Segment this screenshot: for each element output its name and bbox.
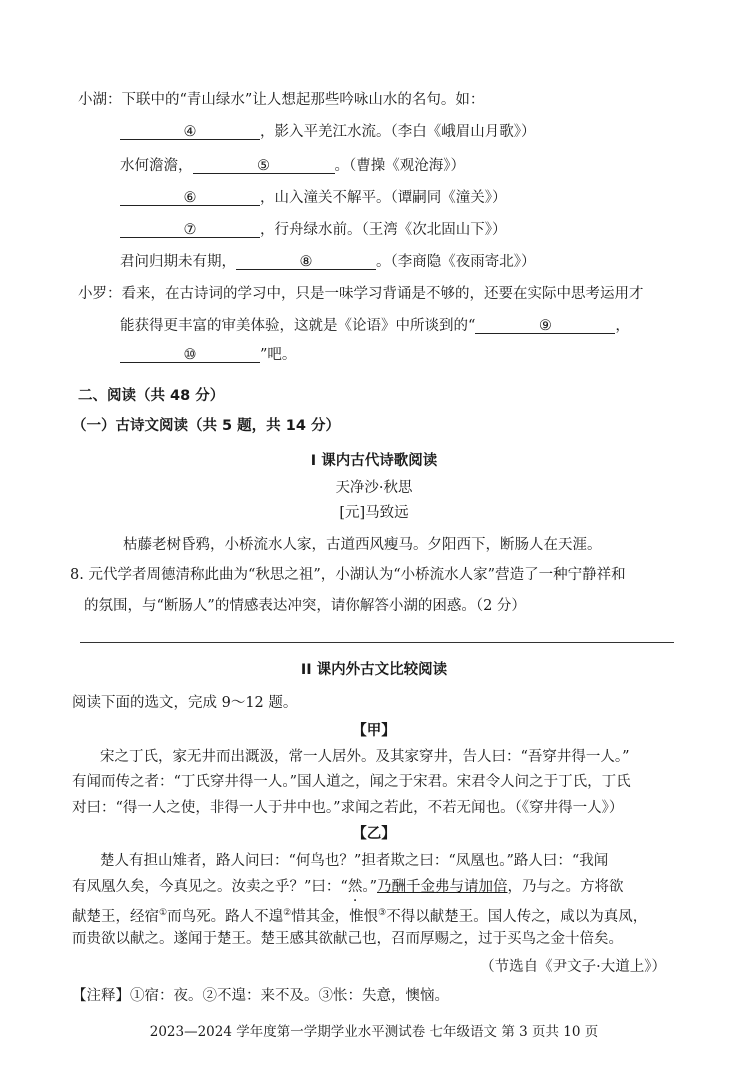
reading-instruction: 阅读下面的选文，完成 9～12 题。 <box>72 695 298 711</box>
xiaohu-paragraph <box>78 90 484 110</box>
xiaohu-text: 下联中的“青山绿水”让人想起那些吟咏山水的名句。如： <box>121 92 485 108</box>
poem-line-4 <box>120 122 536 142</box>
xiaoluo-line1 <box>78 284 644 304</box>
poem-line-7-text: ，行舟绿水前。（王湾《次北固山下》） <box>260 222 507 238</box>
poem-line-4-text: ，影入平羌江水流。（李白《峨眉山月歌》） <box>260 124 536 140</box>
xiaoluo-line3 <box>120 345 296 365</box>
poem-line-6-text: ，山入潼关不解平。（谭嗣同《潼关》） <box>260 190 507 206</box>
xiaoluo-text-1: 看来，在古诗词的学习中，只是一味学习背诵是不够的，还要在实际中思考运用才 <box>121 286 644 302</box>
footnote-ref-2: ② <box>283 908 292 918</box>
xiaoluo-line2 <box>120 316 630 336</box>
passage-yi-label: 【乙】 <box>352 826 396 842</box>
part1-title: I 课内古代诗歌阅读 <box>310 453 438 469</box>
jia-line-1: 宋之丁氏，家无井而出溉汲，常一人居外。及其家穿井，告人曰：“吾穿井得一人。” <box>100 749 630 765</box>
poem-line-5-pre: 水何澹澹， <box>120 158 193 174</box>
xiaoluo-text-2: 能获得更丰富的审美体验，这就是《论语》中所谈到的“ <box>120 318 476 334</box>
speaker-xiaoluo: 小罗： <box>78 286 122 302</box>
section-heading: 二、阅读（共 48 分） <box>78 388 225 404</box>
speaker-xiaohu: 小湖： <box>78 92 122 108</box>
footnote-ref-1: ① <box>159 908 168 918</box>
yi-line-3-c: 惜其金，惟恨 <box>291 908 379 925</box>
yi-line-2-b: 。” <box>362 879 377 895</box>
poem-text: 枯藤老树昏鸦，小桥流水人家，古道西风瘦马。夕阳西下，断肠人在天涯。 <box>123 537 602 553</box>
yi-line-3-b: 而鸟死。路人不遑 <box>167 908 284 925</box>
xiaoluo-comma: ， <box>615 318 630 334</box>
emphasized-word-ran: 然 <box>347 879 363 895</box>
question-8-line1: 8. 元代学者周德清称此曲为“秋思之祖”，小湖认为“小桥流水人家”营造了一种宁静祥和 <box>70 567 626 583</box>
answer-blank-9[interactable]: ⑨ <box>475 316 615 334</box>
yi-line-3-a: 献楚王，经宿 <box>72 908 159 925</box>
answer-blank-7[interactable]: ⑦ <box>120 220 260 238</box>
page-footer: 2023—2024 学年度第一学期学业水平测试卷 七年级语文 第 3 页共 10 页 <box>149 1024 599 1040</box>
question-8-line2 <box>84 596 526 616</box>
yi-line-3-d: 不得以献楚王。国人传之，咸以为真凤， <box>386 908 648 925</box>
passage-source: （节选自《尹文子·大道上》） <box>480 959 666 975</box>
yi-line-2 <box>72 877 624 897</box>
yi-line-2-a: 有凤凰久矣，今真见之。汝卖之乎？”曰：“ <box>72 879 348 895</box>
answer-blank-6[interactable]: ⑥ <box>120 188 260 206</box>
poem-line-5-text: 。（曹操《观沧海》） <box>334 158 465 174</box>
poem-line-5 <box>120 156 465 176</box>
passage-jia-label: 【甲】 <box>352 723 396 739</box>
yi-line-3 <box>72 903 647 927</box>
poem-author: [元]马致远 <box>339 505 409 521</box>
jia-line-3: 对曰：“得一人之使，非得一人于井中也。”求闻之若此，不若无闻也。（《穿井得一人》） <box>72 800 624 816</box>
poem-line-8 <box>120 252 536 272</box>
answer-blank-4[interactable]: ④ <box>120 122 260 140</box>
answer-line-8[interactable] <box>80 642 674 643</box>
yi-line-2-c: ，乃与之。方将欲 <box>507 879 624 895</box>
answer-blank-8[interactable]: ⑧ <box>236 252 376 270</box>
footnotes: 【注释】①宿：夜。②不遑：来不及。③怅：失意，懊恼。 <box>72 988 449 1004</box>
poem-line-8-pre: 君问归期未有期， <box>120 254 236 270</box>
poem-title: 天净沙·秋思 <box>335 480 413 496</box>
underlined-sentence: 乃酬千金弗与请加倍 <box>377 879 508 895</box>
poem-line-6 <box>120 188 507 208</box>
jia-line-2: 有闻而传之者：“丁氏穿井得一人。”国人道之，闻之于宋君。宋君令人问之于丁氏，丁氏 <box>72 774 631 790</box>
yi-line-1: 楚人有担山雉者，路人问曰：“何鸟也？”担者欺之曰：“凤凰也。”路人曰：“我闻 <box>100 853 609 869</box>
xiaoluo-text-3: ”吧。 <box>260 347 297 363</box>
poem-line-8-text: 。（李商隐《夜雨寄北》） <box>376 254 536 270</box>
part2-title: II 课内外古文比较阅读 <box>300 662 448 678</box>
yi-line-4: 而贵欲以献之。遂闻于楚王。楚王感其欲献己也，召而厚赐之，过于买鸟之金十倍矣。 <box>72 931 623 947</box>
subsection-heading: （一）古诗文阅读（共 5 题，共 14 分） <box>72 418 340 434</box>
question-8-text: 的氛围，与“断肠人”的情感表达冲突，请你解答小湖的困惑。 <box>84 598 476 614</box>
poem-line-7 <box>120 220 507 240</box>
answer-blank-10[interactable]: ⑩ <box>120 345 260 363</box>
footnote-ref-3: ③ <box>378 908 387 918</box>
answer-blank-5[interactable]: ⑤ <box>193 156 335 174</box>
question-8-score: （2 分） <box>475 598 526 614</box>
